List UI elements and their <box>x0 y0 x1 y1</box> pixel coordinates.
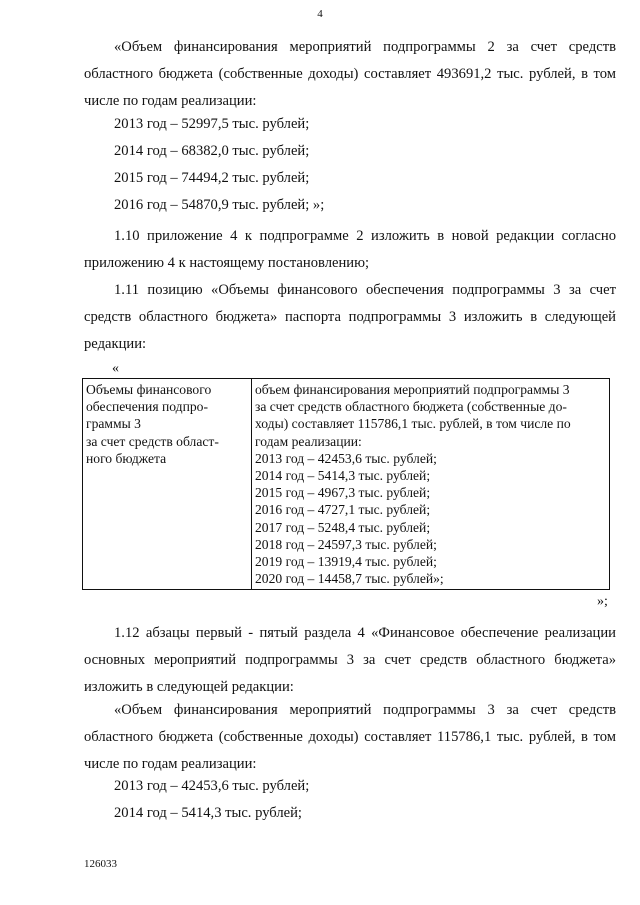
left-cell-line: Объемы финансового <box>86 382 212 397</box>
table-year-line: 2019 год – 13919,4 тыс. рублей; <box>255 554 437 570</box>
left-cell-line: граммы 3 <box>86 416 141 432</box>
year-line-2013-p2: 2013 год – 52997,5 тыс. рублей; <box>114 116 310 132</box>
table-row <box>83 379 610 590</box>
table-year-line: 2013 год – 42453,6 тыс. рублей; <box>255 450 437 466</box>
year-line-2015-p2: 2015 год – 74494,2 тыс. рублей; <box>114 170 310 186</box>
left-cell-line: за счет средств област- <box>86 433 219 449</box>
table-year-line: 2018 год – 24597,3 тыс. рублей; <box>255 536 437 552</box>
page-number: 4 <box>317 8 323 20</box>
item-1-12: 1.12 абзацы первый - пятый раздела 4 «Финансовое обеспечение реализации основных мероприятий подпрограммы 3 за счет средств областного бюджета» изложить в следующей редакции: <box>84 625 616 695</box>
right-cell-intro-line: за счет средств областного бюджета (собственные до- <box>255 399 567 415</box>
left-cell-line: обеспечения подпро- <box>86 399 208 415</box>
table-year-line: 2016 год – 4727,1 тыс. рублей; <box>255 502 431 518</box>
item-1-10: 1.10 приложение 4 к подпрограмме 2 изложить в новой редакции согласно приложению 4 к настоящему постановлению; <box>84 228 616 271</box>
right-cell-intro-line: ходы) составляет 115786,1 тыс. рублей, в том числе по <box>255 416 571 432</box>
intro-paragraph: «Объем финансирования мероприятий подпрограммы 2 за счет средств областного бюджета (собственные доходы) составляет 493691,2 тыс. рублей, в том числе по годам реализации: <box>84 39 616 109</box>
right-cell-intro-line: объем финансирования мероприятий подпрограммы 3 <box>255 382 570 397</box>
financing-passport-table <box>82 378 610 590</box>
quote-open-mark: « <box>112 361 119 376</box>
table-year-line: 2020 год – 14458,7 тыс. рублей»; <box>255 571 444 587</box>
quote-close-mark: »; <box>597 594 608 609</box>
table-year-line: 2017 год – 5248,4 тыс. рублей; <box>255 519 431 535</box>
table-left-cell <box>83 379 252 590</box>
table-right-cell <box>252 379 610 590</box>
table-year-line: 2014 год – 5414,3 тыс. рублей; <box>255 468 431 484</box>
left-cell-line: ного бюджета <box>86 450 167 466</box>
paragraph-program3: «Объем финансирования мероприятий подпрограммы 3 за счет средств областного бюджета (собственные доходы) составляет 115786,1 тыс. рублей, в том числе по годам реализации: <box>84 702 616 772</box>
year-line-2014-p3: 2014 год – 5414,3 тыс. рублей; <box>114 805 302 821</box>
table-year-line: 2015 год – 4967,3 тыс. рублей; <box>255 485 431 501</box>
item-1-11: 1.11 позицию «Объемы финансового обеспечения подпрограммы 3 за счет средств областного бюджета» паспорта подпрограммы 3 изложить в следующей редакции: <box>84 282 616 352</box>
year-line-2013-p3: 2013 год – 42453,6 тыс. рублей; <box>114 778 310 794</box>
footer-code: 126033 <box>84 858 117 870</box>
right-cell-intro-line: годам реализации: <box>255 433 362 449</box>
year-line-2016-p2: 2016 год – 54870,9 тыс. рублей; »; <box>114 197 325 213</box>
year-line-2014-p2: 2014 год – 68382,0 тыс. рублей; <box>114 143 310 159</box>
